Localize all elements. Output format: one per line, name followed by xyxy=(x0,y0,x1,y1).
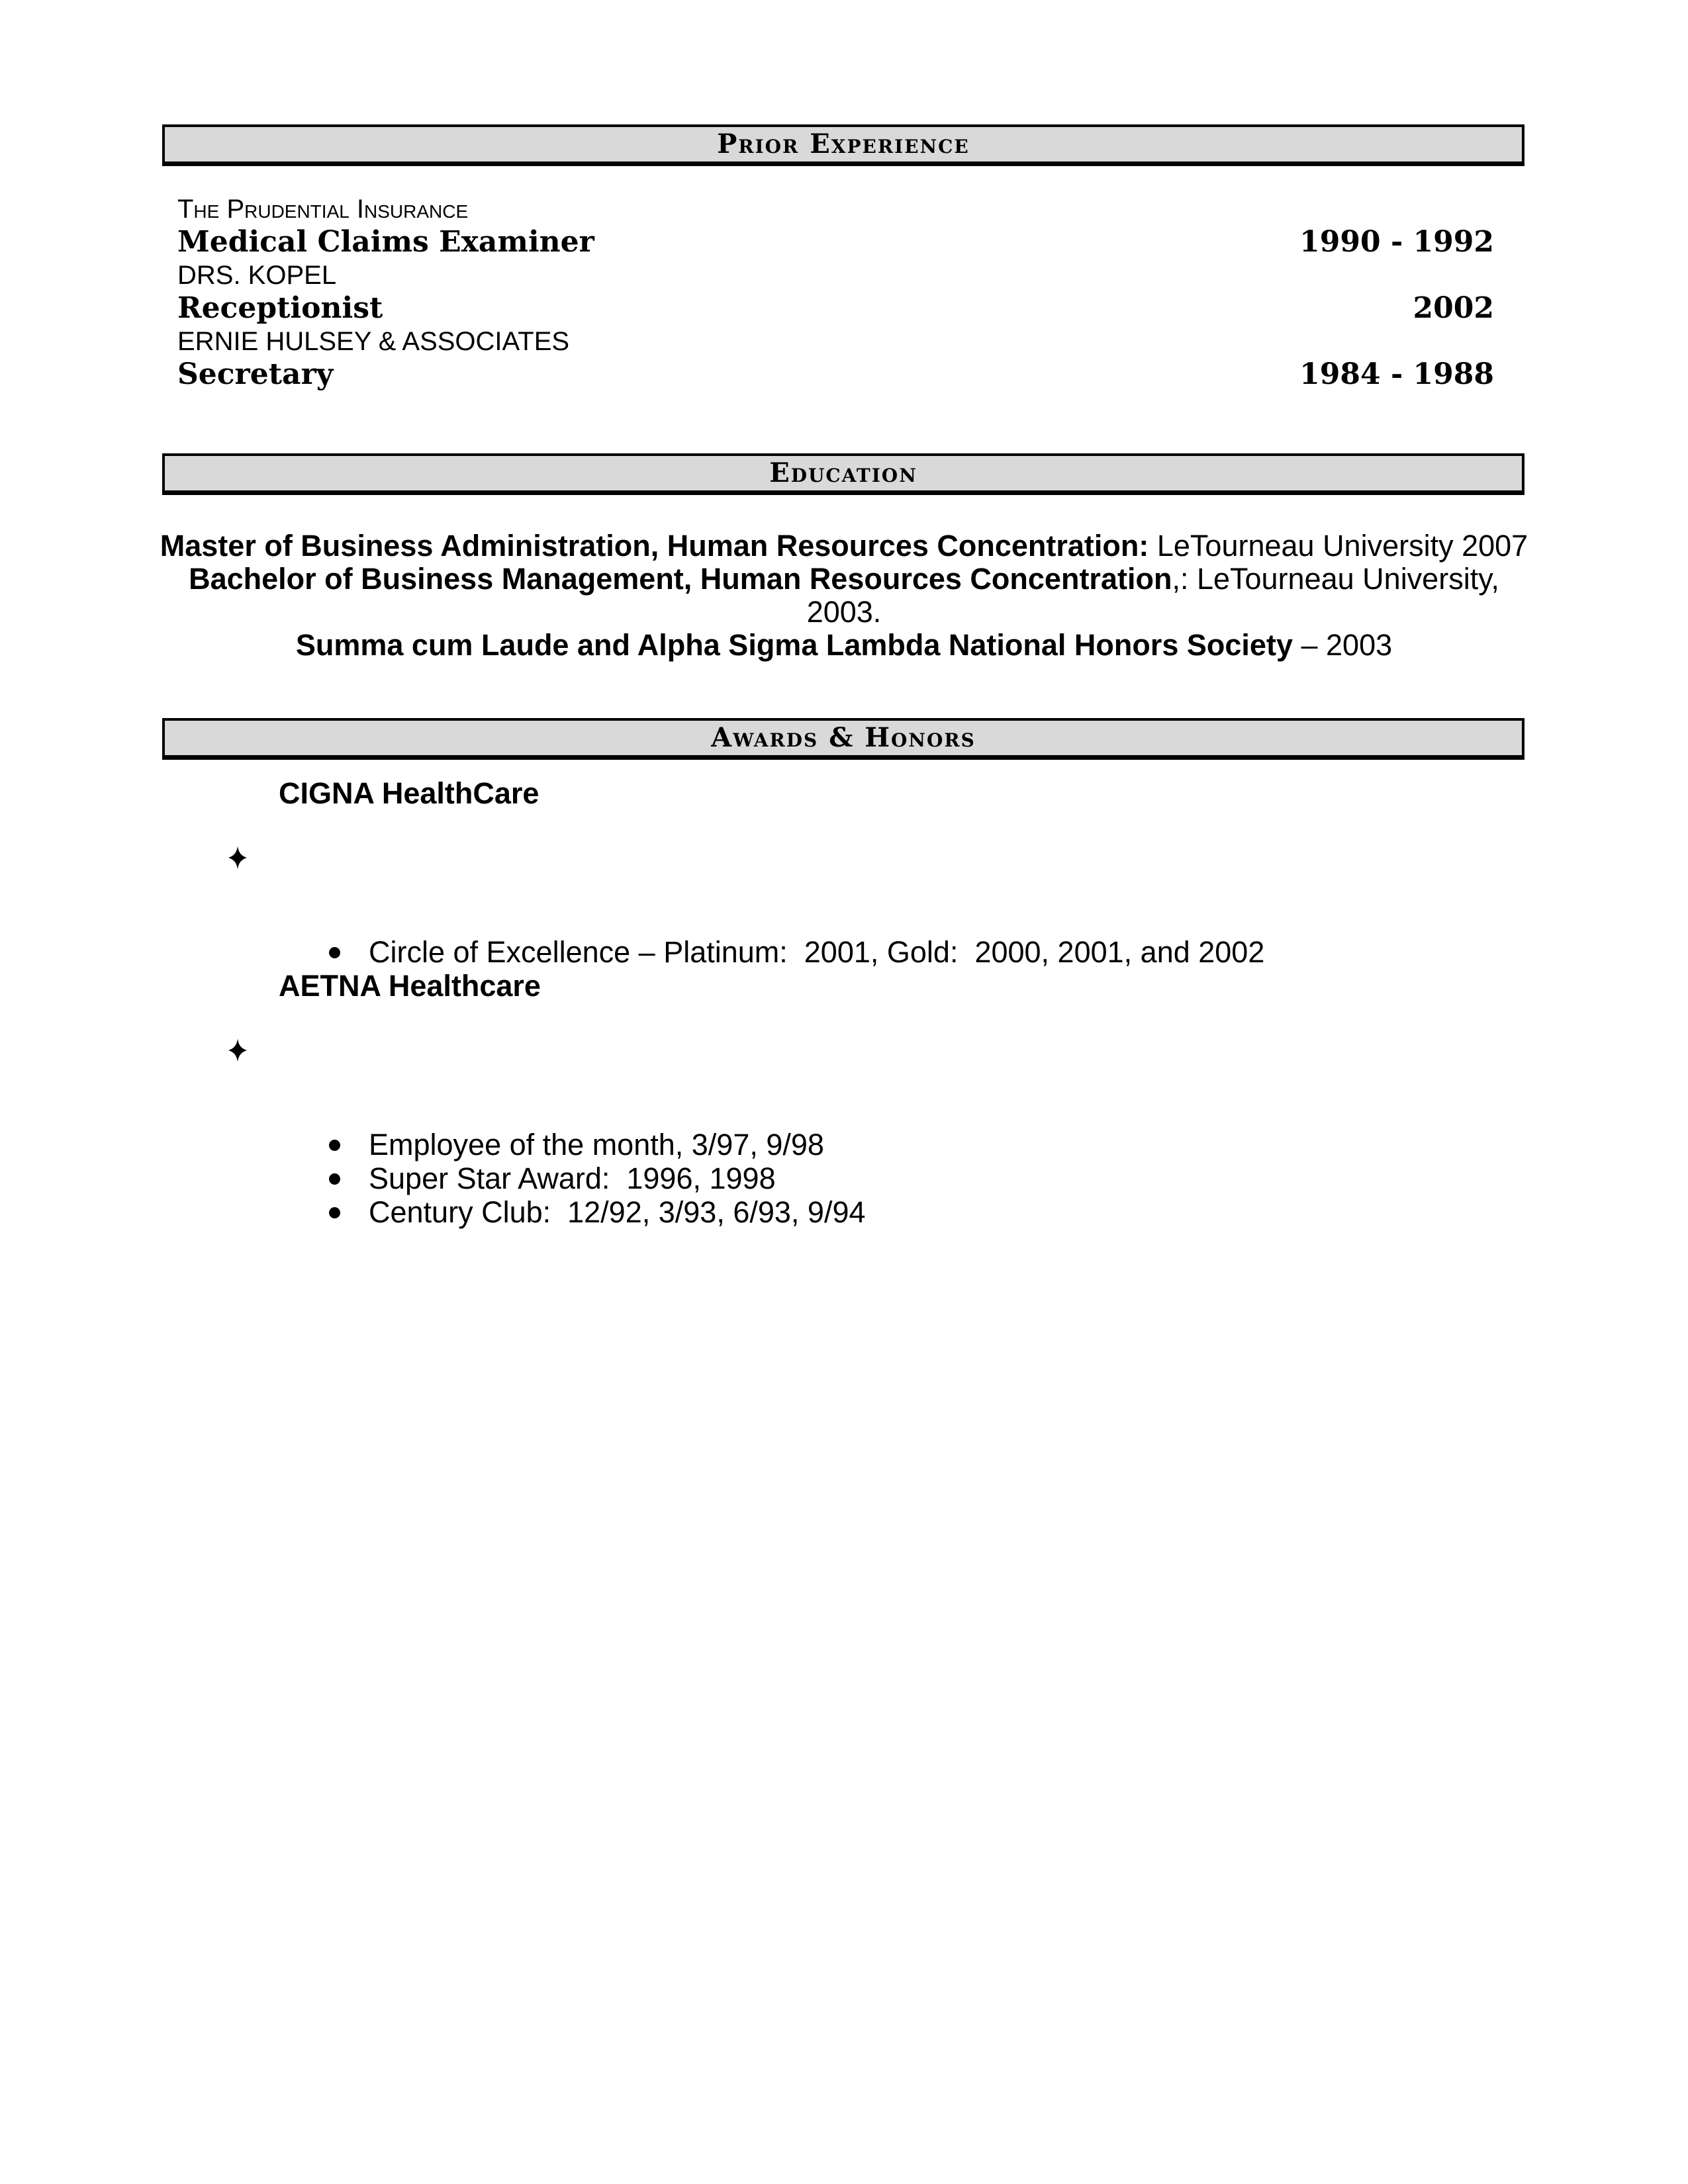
degree-text: Summa cum Laude and Alpha Sigma Lambda National Honors Society xyxy=(295,628,1293,662)
degree-text: Bachelor of Business Management, Human Resources Concentration xyxy=(189,562,1172,596)
section-header-prior-experience xyxy=(162,124,1524,166)
award-item-text: Circle of Excellence – Platinum: 2001, Gold: 2000, 2001, and 2002 xyxy=(369,935,1265,969)
dot-bullet-icon xyxy=(329,1173,340,1185)
award-item-text: Century Club: 12/92, 3/93, 6/93, 9/94 xyxy=(369,1195,866,1229)
education-line xyxy=(159,563,1529,629)
award-list-item xyxy=(177,1195,1494,1229)
job-dates: 1984 - 1988 xyxy=(1299,357,1494,391)
award-list-item xyxy=(177,1161,1494,1195)
job-entry xyxy=(177,358,1494,391)
award-list-item xyxy=(177,935,1494,969)
award-item-text: Employee of the month, 3/97, 9/98 xyxy=(369,1128,824,1161)
job-title: Receptionist xyxy=(177,291,383,325)
job-title: Medical Claims Examiner xyxy=(177,225,594,259)
award-group xyxy=(228,776,1494,935)
job-dates: 1990 - 1992 xyxy=(1299,225,1494,259)
section-header-education xyxy=(162,453,1524,495)
section-header-awards-honors xyxy=(162,718,1524,760)
job-entry xyxy=(177,226,1494,259)
education-section xyxy=(159,529,1529,662)
job-title: Secretary xyxy=(177,357,334,391)
award-list-item xyxy=(177,1128,1494,1161)
award-company: CIGNA HealthCare xyxy=(279,776,539,810)
four-pointed-star-icon xyxy=(228,969,279,1128)
company-name: The Prudential Insurance xyxy=(177,195,469,224)
award-company: AETNA Healthcare xyxy=(279,969,541,1003)
four-pointed-star-icon xyxy=(228,776,279,935)
school-text: – 2003 xyxy=(1292,628,1393,662)
awards-section xyxy=(177,776,1494,1229)
section-title-education: Education xyxy=(769,457,917,488)
experience-section xyxy=(177,193,1494,391)
section-title-prior-experience: Prior Experience xyxy=(717,128,970,159)
education-line xyxy=(159,529,1529,563)
company-name: DRS. KOPEL xyxy=(177,261,337,290)
award-item-text: Super Star Award: 1996, 1998 xyxy=(369,1161,776,1195)
dot-bullet-icon xyxy=(329,947,340,958)
company-name: ERNIE HULSEY & ASSOCIATES xyxy=(177,327,570,356)
school-text: ,: LeTourneau University, 2003. xyxy=(806,562,1516,629)
education-line xyxy=(159,629,1529,662)
degree-text: Master of Business Administration, Human Resources Concentration: xyxy=(160,529,1149,563)
dot-bullet-icon xyxy=(329,1207,340,1218)
school-text: LeTourneau University 2007 xyxy=(1149,529,1528,563)
dot-bullet-icon xyxy=(329,1140,340,1151)
section-title-awards-honors: Awards & Honors xyxy=(711,722,976,753)
award-group xyxy=(228,969,1494,1128)
job-dates: 2002 xyxy=(1413,291,1494,325)
job-entry xyxy=(177,292,1494,325)
